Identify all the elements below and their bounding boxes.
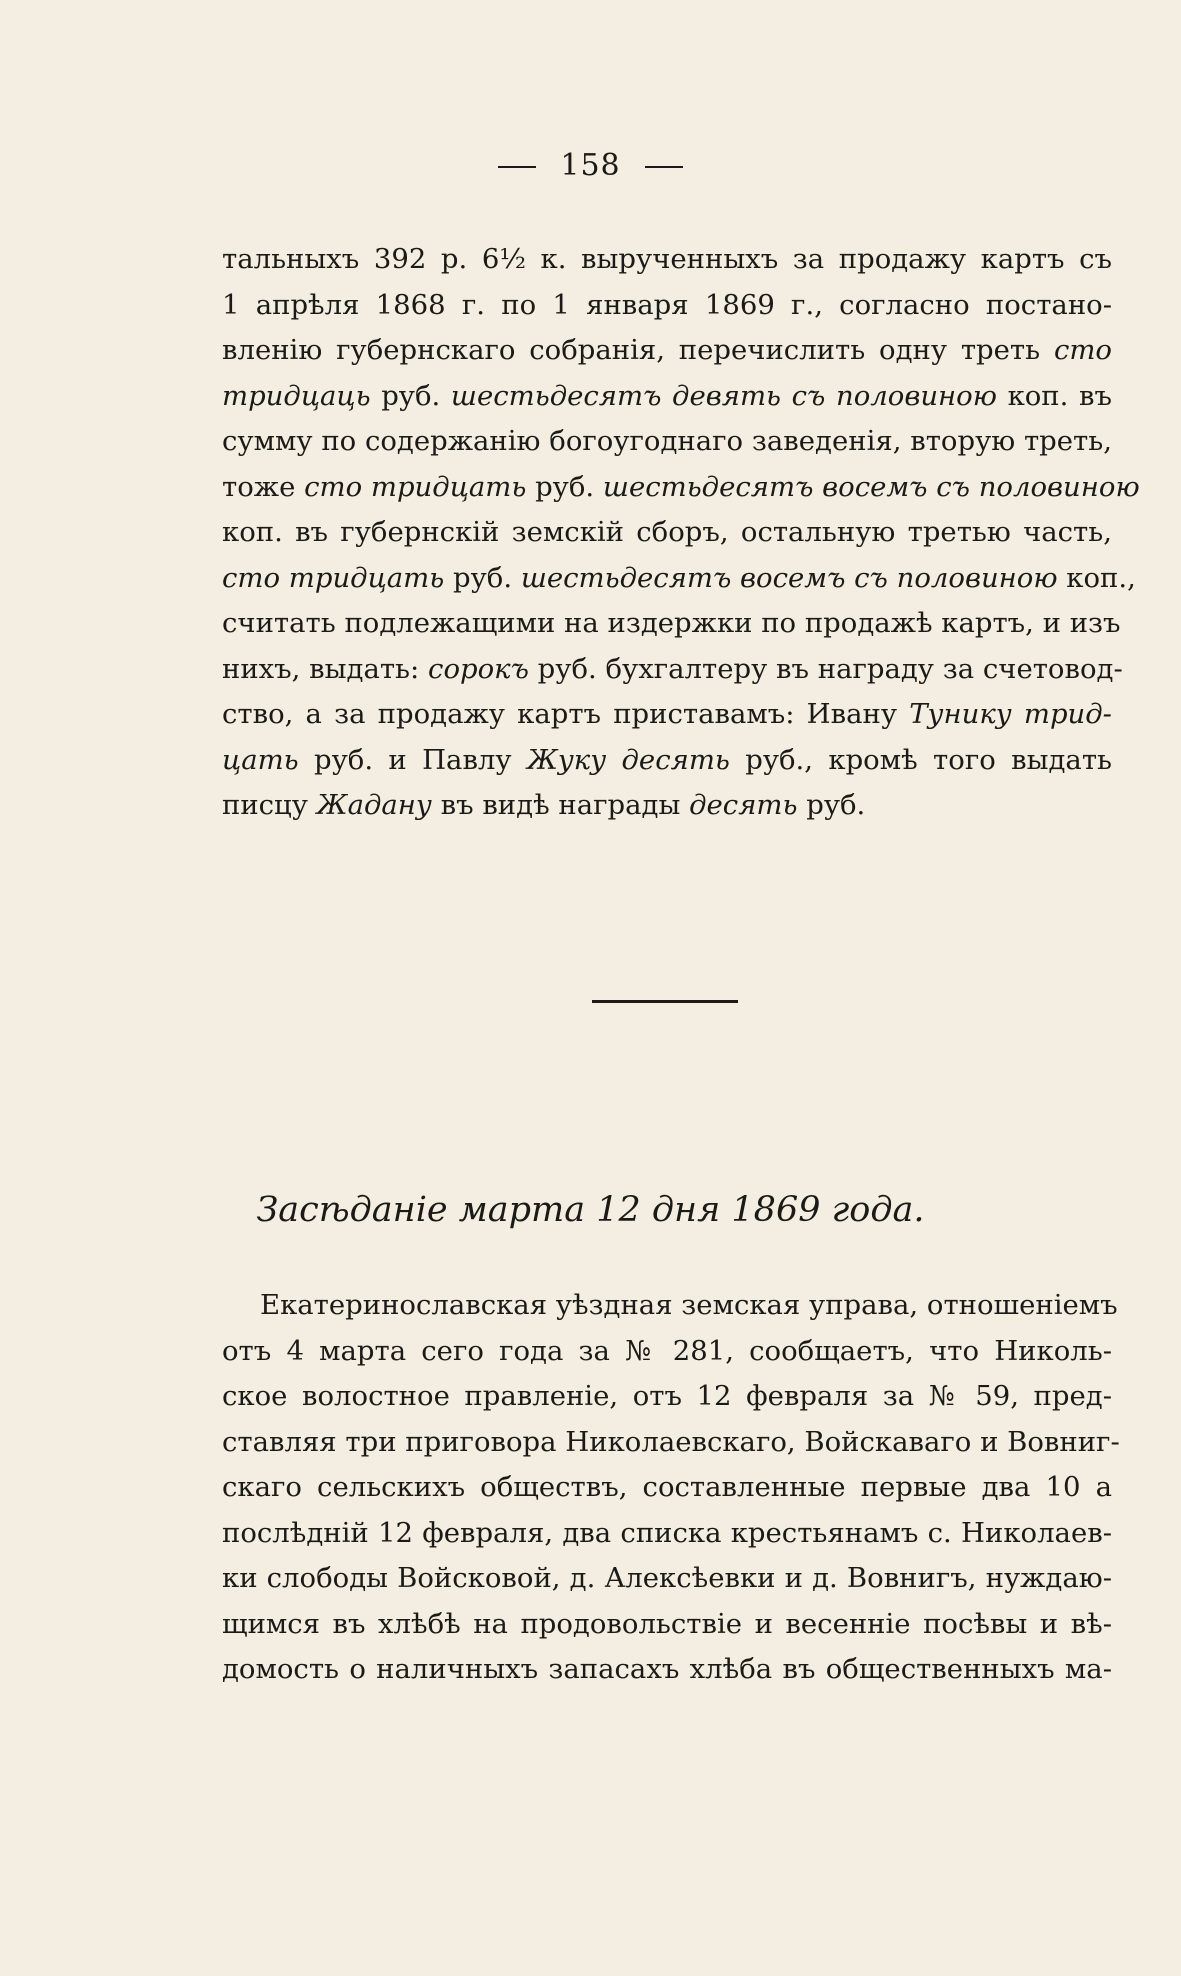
text-run: коп. въ губернскій земскій сборъ, остальную третью часть, [222,516,1112,548]
text-line: Екатеринославская уѣздная земская управа, отношеніемъ [260,1289,1118,1321]
header-dash-left [498,166,536,168]
italic-text: тридцаць [222,379,371,412]
text-line [222,692,1112,738]
paragraph-continued [222,237,1140,829]
italic-text: сорокъ [428,652,529,685]
text-line: послѣдній 12 февраля, два списка крестьянамъ с. Николаев- [222,1516,1112,1549]
text-run: руб. [444,561,521,594]
italic-text: сто тридцать [222,561,445,594]
text-line [222,374,1112,420]
italic-text: сто [1053,334,1112,366]
text-line: скаго сельскихъ обществъ, составленные первые два 10 а [222,1471,1112,1503]
text-line [222,647,1123,693]
text-line: щимся въ хлѣбѣ на продовольствіе и весенніе посѣвы и вѣ- [222,1607,1112,1640]
text-run: руб. и Павлу [298,743,527,776]
text-run: писцу [222,789,317,821]
text-run: руб. [797,789,866,821]
text-run: к. вырученныхъ за продажу картъ съ [525,243,1112,275]
italic-text: шестьдесятъ девять съ половиною [450,379,997,412]
paragraph-meeting [222,1283,1120,1693]
page-header [0,148,1181,183]
text-line [222,783,1112,829]
text-line: домость о наличныхъ запасахъ хлѣба въ общественныхъ ма- [222,1653,1112,1685]
text-run: коп. въ [996,379,1112,412]
section-divider [592,1000,738,1003]
italic-text: Жадану [316,789,432,821]
text-run: тоже [222,470,305,503]
text-run: вленію губернскаго собранія, перечислить одну треть [222,334,1054,366]
text-run: руб. [370,379,451,412]
text-run: нихъ, выдать: [222,652,429,685]
text-run: 1 апрѣля 1868 г. по 1 января 1869 г., согласно постано- [222,288,1112,321]
italic-text: шестьдесятъ восемъ съ половиною [520,561,1058,594]
text-line: отъ 4 марта сего года за № 281, сообщаетъ, что Николь- [222,1334,1112,1367]
page-number: 158 [560,148,621,183]
italic-text: сто тридцать [304,470,527,503]
italic-text: шестьдесятъ восемъ съ половиною [602,470,1140,503]
text-run: считать подлежащими на издержки по продажѣ картъ, и изъ [222,607,1121,639]
text-run: ½ [499,243,526,275]
italic-text: Тунику трид- [909,698,1112,730]
text-line [222,601,1121,647]
text-line: ки слободы Войсковой, д. Алексѣевки и д. Вовнигъ, нуждаю- [222,1562,1112,1594]
header-dash-right [645,166,683,168]
text-line [222,237,1112,283]
text-run: руб. [526,470,603,503]
italic-text: десять [689,789,798,821]
text-line [222,283,1112,329]
text-line [222,556,1136,602]
text-line [222,419,1112,465]
text-run: тальныхъ 392 р. 6 [222,243,500,275]
text-run: руб. бухгалтеру въ награду за счетовод- [528,652,1123,685]
text-line: ское волостное правленіе, отъ 12 февраля за № 59, пред- [222,1380,1112,1412]
text-run: коп., [1057,561,1136,594]
text-line [222,465,1140,511]
italic-text: Жуку десять [526,743,730,776]
text-line [222,328,1112,374]
text-run: ство, а за продажу картъ приставамъ: Ивану [222,698,910,730]
text-line [222,510,1112,556]
italic-text: цать [222,743,299,776]
text-line [222,738,1112,784]
text-run: руб., кромѣ того выдать [729,743,1113,776]
text-run: сумму по содержанію богоугоднаго заведенія, вторую треть, [222,425,1112,457]
text-line: ставляя три приговора Николаевскаго, Войскаваго и Вовниг- [222,1425,1120,1458]
text-run: въ видѣ награды [431,789,690,821]
section-title: Засѣданіе марта 12 дня 1869 года. [256,1190,925,1230]
